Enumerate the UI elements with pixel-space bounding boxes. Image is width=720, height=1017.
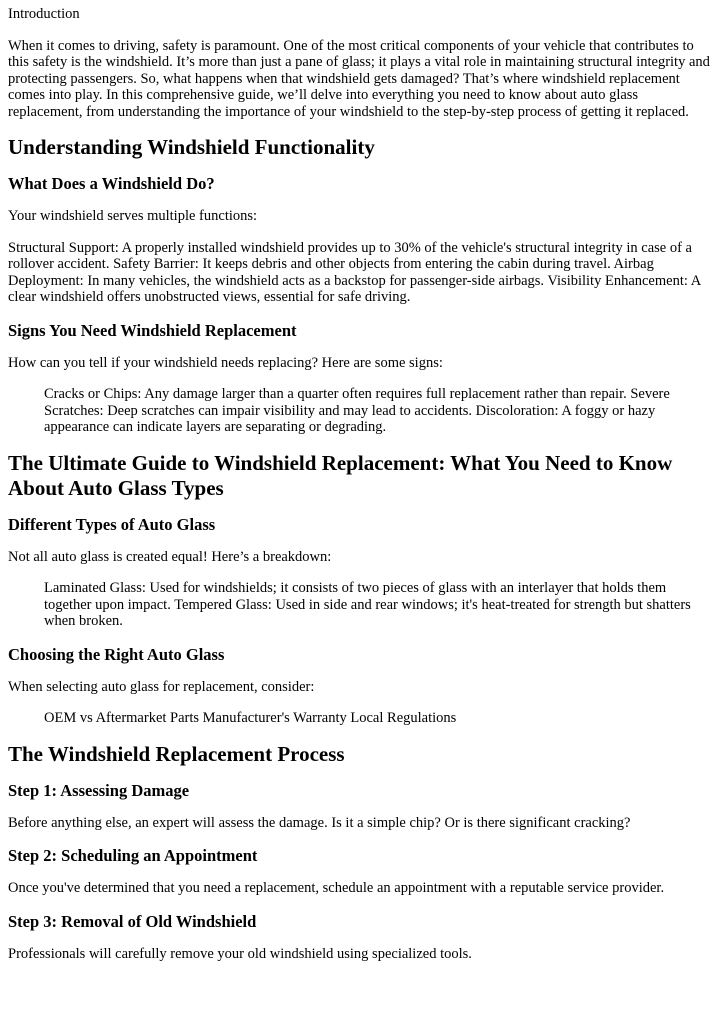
- types-lead: Not all auto glass is created equal! Here’s a breakdown:: [8, 548, 332, 565]
- intro-paragraph: When it comes to driving, safety is paramount. One of the most critical components of your vehicle that contributes to this safety is the windshield. It’s more than just a pane of glass; it plays a vital role in maintaining structural integrity and protecting passengers. So, what happens when that windshield gets damaged? That’s where windshield replacement comes into play. In this comprehensive guide, we’ll delve into everything you need to know about auto glass replacement, from understanding the importance of your windshield to the step-by-step process of getting it replaced.: [8, 37, 710, 120]
- step3-heading: Step 3: Removal of Old Windshield: [8, 911, 257, 931]
- types-quote: Laminated Glass: Used for windshields; it consists of two pieces of glass with an interlayer that holds them together upon impact. Tempered Glass: Used in side and rear windows; it's heat-treated for strength but shatters when broken.: [44, 580, 691, 629]
- choosing-lead: When selecting auto glass for replacement, consider:: [8, 678, 315, 695]
- signs-lead: How can you tell if your windshield needs replacing? Here are some signs:: [8, 354, 443, 371]
- signs-quote: Cracks or Chips: Any damage larger than a quarter often requires full replacement rather than repair. Severe Scratches: Deep scratches can impair visibility and may lead to accidents. Discoloration: A foggy or hazy appearance can indicate layers are separating or degrading.: [44, 386, 670, 435]
- subheading-types-of-glass: Different Types of Auto Glass: [8, 514, 216, 534]
- step1-heading: Step 1: Assessing Damage: [8, 780, 190, 800]
- subheading-choosing-glass: Choosing the Right Auto Glass: [8, 644, 225, 664]
- step2-body: Once you've determined that you need a replacement, schedule an appointment with a reputable service provider.: [8, 880, 665, 896]
- step3-body: Professionals will carefully remove your old windshield using specialized tools.: [8, 945, 472, 962]
- intro-label: Introduction: [8, 6, 80, 22]
- step2-heading: Step 2: Scheduling an Appointment: [8, 846, 258, 865]
- functions-body: Structural Support: A properly installed windshield provides up to 30% of the vehicle's structural integrity in case of a rollover accident. Safety Barrier: It keeps debris and other objects from entering the cabin during travel. Airbag Deployment: In many vehicles, the windshield acts as a backstop for passenger-side airbags. Visibility Enhancement: A clear windshield offers unobstructed views, essential for safe driving.: [8, 239, 701, 305]
- subheading-what-windshield-does: What Does a Windshield Do?: [8, 174, 215, 193]
- section-heading-functionality: Understanding Windshield Functionality: [8, 135, 375, 159]
- section-heading-process: The Windshield Replacement Process: [8, 741, 345, 766]
- step1-body: Before anything else, an expert will assess the damage. Is it a simple chip? Or is there significant cracking?: [8, 814, 631, 831]
- subheading-signs-replacement: Signs You Need Windshield Replacement: [8, 320, 297, 340]
- functions-lead: Your windshield serves multiple functions:: [8, 208, 258, 224]
- section-heading-glass-types: The Ultimate Guide to Windshield Replacement: What You Need to Know About Auto Glass Types: [8, 450, 673, 500]
- choosing-quote: OEM vs Aftermarket Parts Manufacturer's Warranty Local Regulations: [44, 710, 457, 726]
